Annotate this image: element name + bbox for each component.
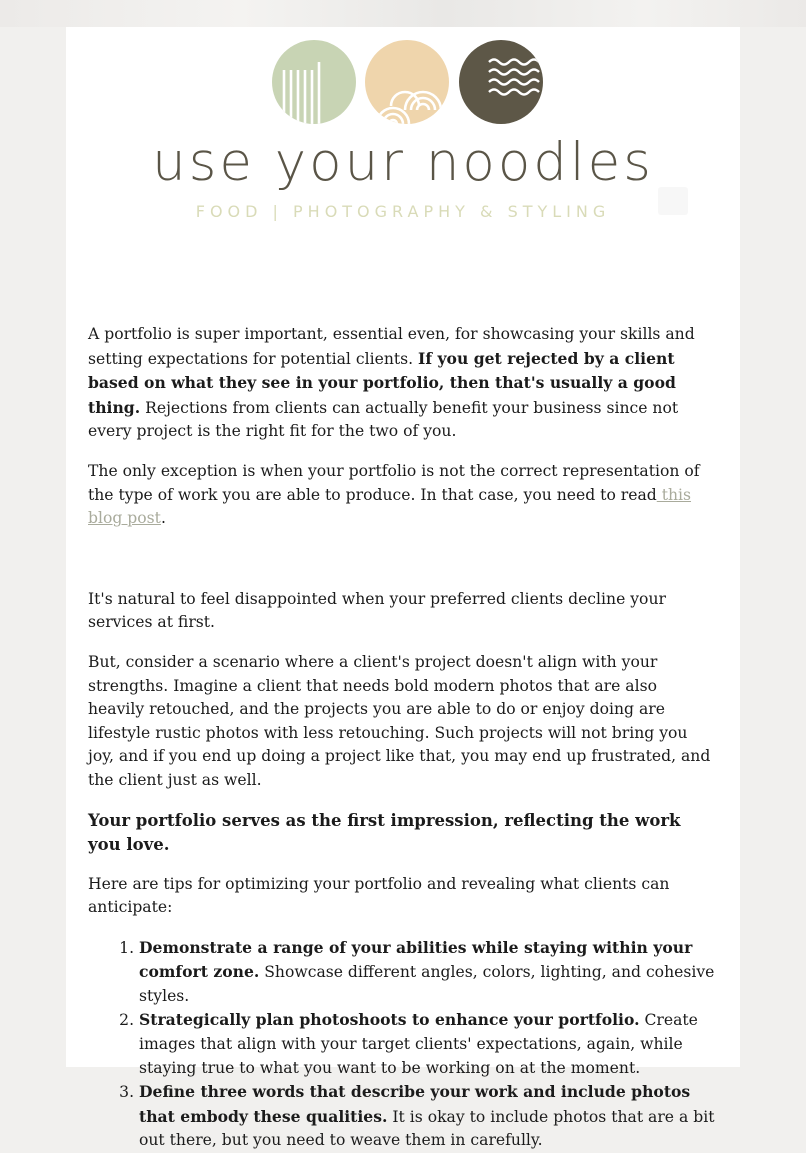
paragraph [88, 323, 718, 444]
paragraph: But, consider a scenario where a client's project doesn't align with your strengths. Imagine a client that needs bold modern photos that are also heavily retouched, and the projects you are able to do or enjoy doing are lifestyle rustic photos with less retouching. Such projects will not bring you joy, and if you end up doing a project like that, you may end up frustrated, and the client just as well. [88, 652, 711, 789]
paragraph-text: A portfolio is super important, essential even, for showcasing your skills and setting expectations for potential clients. [88, 325, 695, 368]
brand-tagline: FOOD | PHOTOGRAPHY & STYLING [195, 202, 611, 221]
list-item [139, 1008, 718, 1080]
tip-text: Showcase different angles, colors, lighting, and cohesive styles. [139, 963, 715, 1005]
faint-widget [658, 187, 688, 215]
comb-lines-icon [272, 40, 356, 124]
list-item [139, 1080, 718, 1153]
paragraph-text: The only exception is when your portfolio is not the correct representation of the type of work you are able to produce. In that case, you need to read [88, 461, 700, 504]
tip-text: It is okay to include photos that are a bit out there, but you need to weave them in carefully. [139, 1107, 715, 1150]
spacer [88, 547, 718, 588]
paragraph [88, 460, 718, 531]
paragraph-bold: If you get rejected by a client based on what they see in your portfolio, then that's usually a good thing. [88, 348, 676, 417]
tip-title: Strategically plan photoshoots to enhance your portfolio. [139, 1010, 640, 1030]
brand-name: use your noodles [152, 132, 654, 193]
tip-text: Create images that align with your target clients' expectations, again, while staying true to what you want to be working on at the moment. [139, 1011, 698, 1077]
blog-post-link[interactable]: this blog post [88, 485, 692, 528]
waves-icon [459, 40, 543, 124]
tip-title: Define three words that describe your work and include photos that embody these qualities. [139, 1082, 691, 1126]
paragraph-text: Rejections from clients can actually benefit your business since not every project is the right fit for the two of you. [88, 398, 679, 441]
paragraph-text: . [160, 509, 166, 528]
list-item [139, 936, 718, 1009]
brand-logo[interactable] [66, 27, 740, 267]
paragraph: Here are tips for optimizing your portfolio and revealing what clients can anticipate: [88, 874, 670, 917]
tips-list [88, 936, 718, 1153]
wave-arches-icon [365, 40, 449, 124]
marble-header-strip [0, 0, 806, 27]
article-card [66, 27, 740, 1150]
tip-title: Demonstrate a range of your abilities while staying within your comfort zone. [139, 937, 693, 982]
article-body [88, 323, 718, 1153]
emphasis-paragraph: Your portfolio serves as the first impression, reflecting the work you love. [88, 810, 681, 854]
paragraph: It's natural to feel disappointed when your preferred clients decline your services at first. [88, 589, 666, 632]
